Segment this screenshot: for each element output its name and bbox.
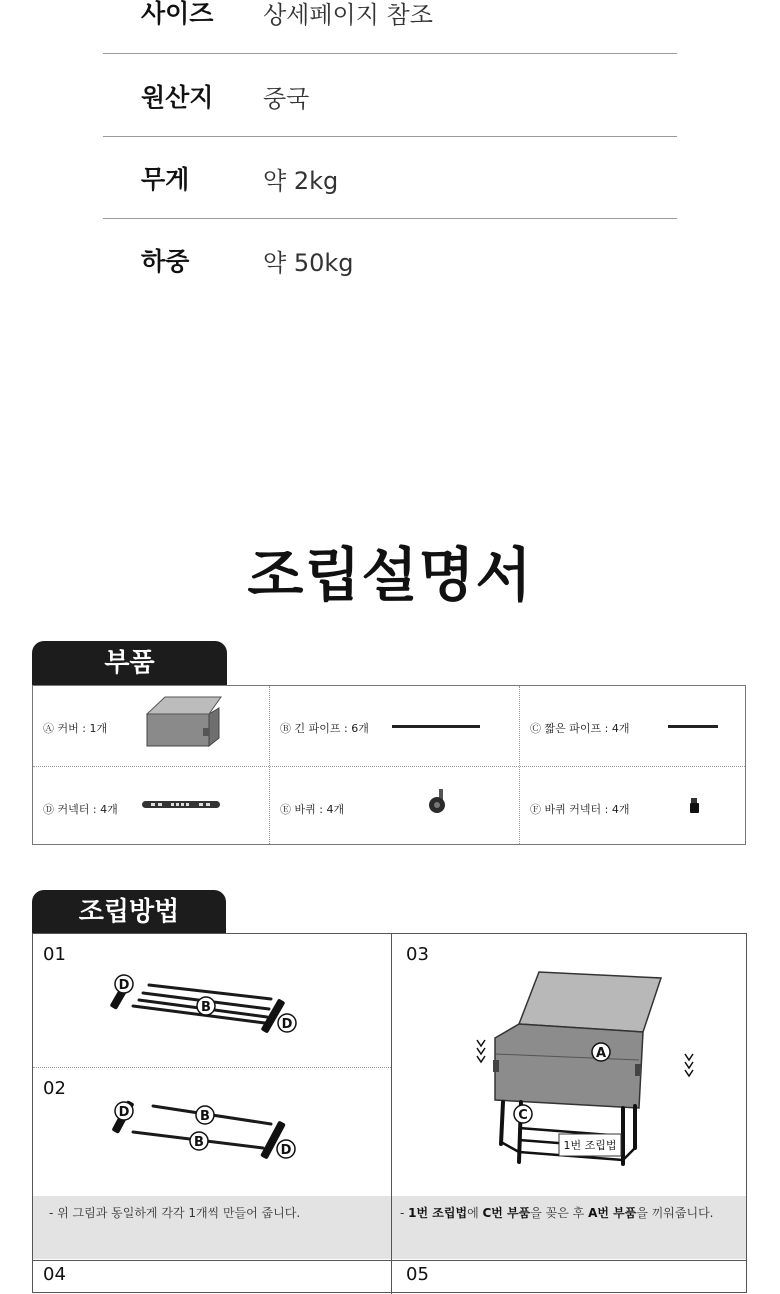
- callout-a: A: [595, 1046, 607, 1061]
- step1-illustration: [103, 968, 303, 1048]
- spec-key: 사이즈: [141, 0, 214, 28]
- part-label: Ⓐ 커버 : 1개: [43, 722, 108, 735]
- assembly-grid: [32, 933, 747, 1293]
- callout-b: B: [201, 1000, 211, 1015]
- callout-c: C: [518, 1108, 528, 1123]
- spec-key: 원산지: [141, 83, 214, 112]
- parts-tab: 부품: [32, 641, 227, 685]
- long-pipe-icon: [390, 724, 482, 730]
- part-label: Ⓔ 바퀴 : 4개: [280, 803, 345, 816]
- callout-b: B: [194, 1135, 204, 1150]
- step-number: 02: [43, 1078, 66, 1099]
- spec-value: 상세페이지 참조: [263, 1, 433, 29]
- note-text: -: [400, 1206, 409, 1220]
- part-label: Ⓒ 짧은 파이프 : 4개: [530, 722, 630, 735]
- wheel-icon: [426, 787, 452, 817]
- short-pipe-icon: [666, 724, 720, 730]
- part-label: Ⓑ 긴 파이프 : 6개: [280, 722, 369, 735]
- step-number: 04: [43, 1264, 66, 1285]
- part-item: [33, 767, 269, 847]
- spec-row-origin: [103, 54, 677, 136]
- note-emphasis: C번 부품: [482, 1206, 531, 1220]
- step-note: [392, 1196, 746, 1259]
- step3-label: 1번 조립법: [563, 1139, 617, 1152]
- step-note: [33, 1196, 391, 1259]
- note-text: 을 꽂은 후: [530, 1206, 589, 1220]
- note-text: 을 끼워줍니다.: [636, 1206, 714, 1220]
- note-emphasis: A번 부품: [588, 1206, 637, 1220]
- divider: [33, 1067, 391, 1068]
- callout-d: D: [280, 1143, 292, 1158]
- part-label: Ⓕ 바퀴 커넥터 : 4개: [530, 803, 630, 816]
- part-item: [270, 686, 519, 766]
- connector-icon: [141, 799, 223, 811]
- spec-row-weight: [103, 137, 677, 219]
- spec-row-load: [103, 219, 677, 301]
- note-emphasis: 1번 조립법: [408, 1206, 468, 1220]
- step2-illustration: [103, 1096, 303, 1174]
- step-number: 05: [406, 1264, 429, 1285]
- callout-b: B: [200, 1109, 210, 1124]
- storage-box-icon: [143, 694, 223, 750]
- part-label: Ⓓ 커넥터 : 4개: [43, 803, 118, 816]
- part-item: [33, 686, 269, 766]
- callout-d: D: [118, 1105, 130, 1120]
- callout-d: D: [118, 978, 130, 993]
- page-title: 조립설명서: [247, 541, 533, 609]
- spec-value: 약 2kg: [263, 167, 339, 195]
- step3-illustration: [473, 968, 713, 1178]
- spec-value: 약 50kg: [263, 249, 354, 277]
- assembly-tab: 조립방법: [32, 890, 226, 934]
- note-text: 에: [467, 1206, 483, 1220]
- note-text: - 위 그림과 동일하게 각각 1개씩 만들어 줍니다.: [49, 1206, 301, 1220]
- callout-d: D: [281, 1017, 293, 1032]
- divider: [33, 1260, 746, 1261]
- spec-value: 중국: [263, 85, 310, 113]
- spec-key: 하중: [141, 247, 190, 276]
- step-number: 01: [43, 944, 66, 965]
- parts-grid: [32, 685, 746, 845]
- part-item: [520, 686, 746, 766]
- part-item: [270, 767, 519, 847]
- part-item: [520, 767, 746, 847]
- spec-key: 무게: [141, 165, 190, 194]
- step-number: 03: [406, 944, 429, 965]
- wheel-connector-icon: [688, 797, 702, 815]
